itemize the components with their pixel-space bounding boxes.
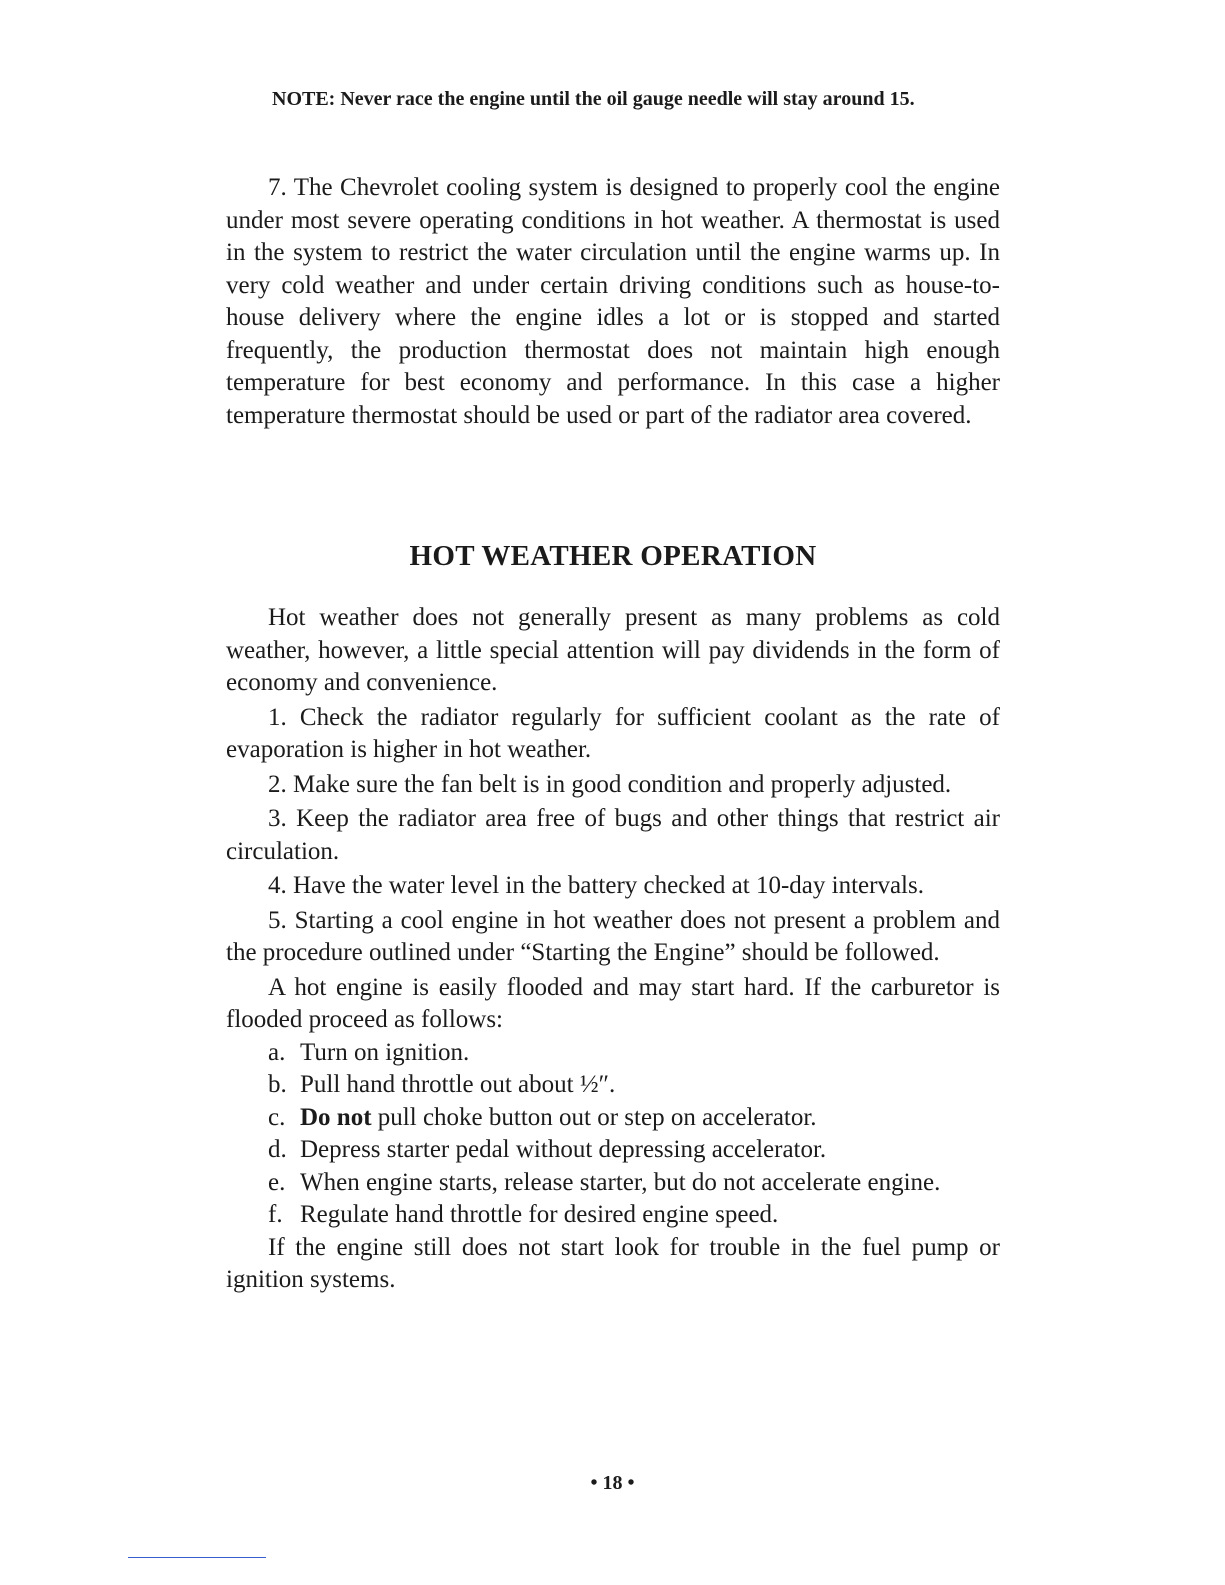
flooded-intro-paragraph: A hot engine is easily flooded and may start hard. If the carburetor is flooded proceed as follows: (226, 973, 1000, 1033)
step-item (268, 1102, 1000, 1135)
step-item (268, 1037, 1000, 1070)
step-text: Regulate hand throttle for desired engine speed. (300, 1201, 779, 1228)
list-item: 5. Starting a cool engine in hot weather does not present a problem and the procedure outlined under “Starting the Engine” should be followed. (226, 906, 1000, 966)
hot-weather-section (226, 602, 1000, 1297)
step-text: Turn on ignition. (300, 1038, 470, 1066)
step-letter: b. (268, 1071, 287, 1098)
closing-paragraph: If the engine still does not start look for trouble in the fuel pump or ignition systems. (226, 1233, 1000, 1293)
step-text: Depress starter pedal without depressing accelerator. (300, 1136, 827, 1163)
list-item: 3. Keep the radiator area free of bugs and other things that restrict air circulation. (226, 805, 1000, 865)
step-letter: d. (268, 1136, 287, 1163)
note-text: NOTE: Never race the engine until the oil gauge needle will stay around 15. (272, 88, 915, 110)
step-text: Pull hand throttle out about ½″. (300, 1071, 616, 1098)
section-heading: HOT WEATHER OPERATION (409, 540, 817, 572)
list-item: 2. Make sure the fan belt is in good condition and properly adjusted. (268, 770, 952, 798)
cooling-section (226, 172, 1000, 432)
cooling-paragraph: 7. The Chevrolet cooling system is designed to properly cool the engine under most severe operating conditions in hot weather. A thermostat is used in the system to restrict the water circulation until the engine warms up. In very cold weather and under certain driving conditions such as house-to-house delivery where the engine idles a lot or is stopped and started frequently, the production thermostat does not maintain high enough temperature for best economy and performance. In this case a higher temperature thermostat should be used or part of the radiator area covered. (226, 174, 1000, 429)
list-item: 1. Check the radiator regularly for sufficient coolant as the rate of evaporation is higher in hot weather. (226, 703, 1000, 763)
step-letter: e. (268, 1168, 286, 1196)
list-item: 4. Have the water level in the battery checked at 10-day intervals. (268, 872, 924, 899)
page-number: • 18 • (590, 1472, 635, 1494)
intro-paragraph: Hot weather does not generally present as many problems as cold weather, however, a little special attention will pay dividends in the form of economy and convenience. (226, 604, 1000, 696)
step-item (268, 1199, 1000, 1232)
step-text-container (300, 1102, 1000, 1135)
step-text: pull choke button out or step on accelerator. (371, 1103, 817, 1131)
step-item (268, 1134, 1000, 1167)
step-item (268, 1167, 1000, 1200)
flooded-steps-list (226, 1037, 1000, 1232)
step-emphasis: Do not (300, 1103, 372, 1131)
step-letter: c. (268, 1103, 286, 1131)
step-text: When engine starts, release starter, but do not accelerate engine. (300, 1168, 941, 1196)
step-item (268, 1069, 1000, 1102)
step-letter: a. (268, 1038, 286, 1066)
step-letter: f. (268, 1201, 283, 1228)
page-edge-line (128, 1557, 266, 1558)
